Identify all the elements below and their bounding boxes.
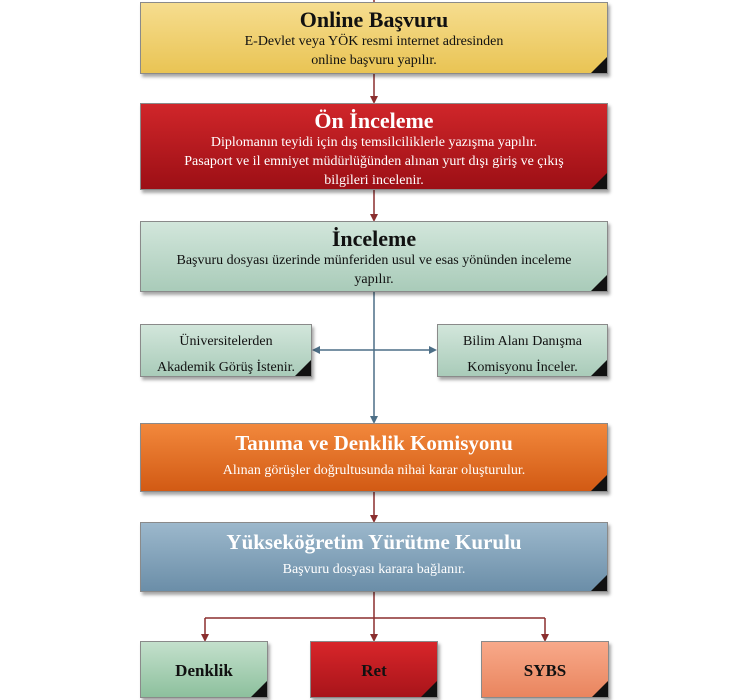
outcome-label: SYBS bbox=[523, 661, 567, 680]
step-inceleme bbox=[140, 221, 608, 292]
step-description-line: Akademik Görüş İstenir. bbox=[156, 360, 296, 375]
corner-fold-icon bbox=[591, 475, 607, 491]
step-description-line: E-Devlet veya YÖK resmi internet adresinden bbox=[244, 34, 504, 50]
step-title: Yükseköğretim Yürütme Kurulu bbox=[226, 530, 522, 554]
step-title: Online Başvuru bbox=[299, 7, 449, 32]
step-online-basvuru bbox=[140, 2, 608, 74]
step-title: İnceleme bbox=[331, 226, 417, 251]
step-description-line: Başvuru dosyası üzerinde münferiden usul ve esas yönünden inceleme bbox=[176, 253, 572, 269]
corner-fold-icon bbox=[295, 360, 311, 376]
step-description-line: Komisyonu İnceler. bbox=[467, 360, 578, 375]
corner-fold-icon bbox=[591, 360, 607, 376]
step-universite-gorusu bbox=[140, 324, 312, 377]
step-on-inceleme bbox=[140, 103, 608, 190]
step-yuksekogretim-yurutme-kurulu bbox=[140, 522, 608, 592]
step-description-line: Üniversitelerden bbox=[179, 334, 273, 349]
outcome-ret bbox=[310, 641, 438, 698]
step-description-line: yapılır. bbox=[354, 272, 394, 288]
step-title: Tanıma ve Denklik Komisyonu bbox=[235, 431, 513, 455]
step-description-line: Başvuru dosyası karara bağlanır. bbox=[282, 562, 466, 578]
step-description-line: Pasaport ve il emniyet müdürlüğünden alınan yurt dışı giriş ve çıkış bbox=[184, 154, 564, 170]
step-description-line: bilgileri incelenir. bbox=[324, 173, 424, 189]
outcome-label: Ret bbox=[361, 661, 387, 680]
corner-fold-icon bbox=[421, 681, 437, 697]
corner-fold-icon bbox=[591, 575, 607, 591]
corner-fold-icon bbox=[591, 57, 607, 73]
step-title: Ön İnceleme bbox=[314, 108, 434, 133]
step-tanima-denklik-komisyonu bbox=[140, 423, 608, 492]
corner-fold-icon bbox=[591, 275, 607, 291]
outcome-label: Denklik bbox=[175, 661, 233, 680]
corner-fold-icon bbox=[592, 681, 608, 697]
corner-fold-icon bbox=[591, 173, 607, 189]
step-description-line: Diplomanın teyidi için dış temsilciliklerle yazışma yapılır. bbox=[210, 135, 538, 151]
corner-fold-icon bbox=[251, 681, 267, 697]
outcome-denklik bbox=[140, 641, 268, 698]
step-description-line: Alınan görüşler doğrultusunda nihai karar oluşturulur. bbox=[222, 463, 526, 479]
step-description-line: Bilim Alanı Danışma bbox=[463, 334, 582, 349]
step-description-line: online başvuru yapılır. bbox=[311, 53, 437, 69]
outcome-sybs bbox=[481, 641, 609, 698]
step-bilim-alani-komisyonu bbox=[437, 324, 608, 377]
